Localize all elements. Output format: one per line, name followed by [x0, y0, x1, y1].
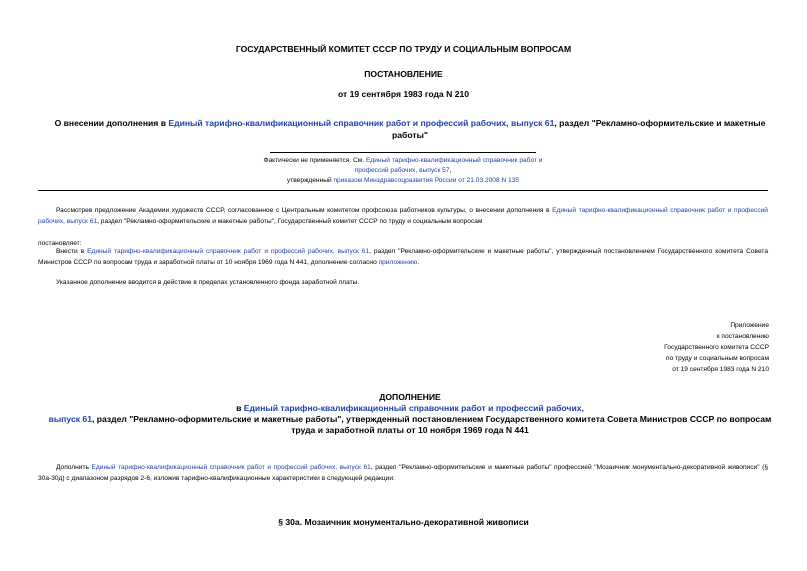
applicability-note: [250, 156, 556, 186]
appendix-block: [664, 320, 769, 375]
p5-suffix: , раздел "Рекламно-оформительские и макетные работы" профессией "Мозаичник монументально-декоративной живописи" (§ 30а-30д) с диапазоном разрядов 2-6, изложив тарифно-квалификационные характеристики в следующей редакции:: [38, 464, 769, 482]
p3-etks-link[interactable]: Единый тарифно-квалификационный справочник работ и профессий рабочих, выпуск 61: [87, 248, 370, 255]
p1-etks-link[interactable]: Единый тарифно-квалификационный справочник работ и профессий рабочих, выпуск 61: [38, 207, 768, 225]
note-line1-suffix: ,: [449, 167, 452, 174]
addition-heading: ДОПОЛНЕНИЕ: [379, 392, 441, 402]
p1-prefix: Рассмотрев предложение Академии художеств СССР, согласованное с Центральным комитетом профсоюза работников культуры, о внесении дополнения в: [56, 207, 553, 214]
appendix-line: Государственного комитета СССР: [664, 344, 769, 351]
p1-suffix: , раздел "Рекламно-оформительские и макетные работы", Государственный комитет СССР по труду и социальным вопросам: [97, 217, 483, 225]
note-order-link[interactable]: приказом Минздравсоцразвития России от 21.03.2008 N 135: [333, 177, 520, 184]
addition-l1-prefix: в: [236, 403, 244, 413]
p3-appendix-link[interactable]: приложению: [378, 258, 418, 266]
section-title: § 30а. Мозаичник монументально-декоративной живописи: [278, 517, 529, 527]
p3-suffix: .: [417, 258, 420, 266]
note-line1-prefix: Фактически не применяется. См.: [263, 157, 366, 164]
paragraph-resolves: постановляет:: [38, 240, 82, 247]
p5-etks-link[interactable]: Единый тарифно-квалификационный справочник работ и профессий рабочих, выпуск 61: [91, 464, 371, 471]
note-line2-prefix: утвержденный: [286, 177, 334, 184]
p5-prefix: Дополнить: [56, 464, 92, 471]
addition-line3: труда и заработной платы от 10 ноября 1969 года N 441: [291, 425, 529, 435]
appendix-line: к постановлению: [716, 333, 769, 340]
title-prefix: О внесении дополнения в: [54, 118, 169, 128]
note-etks57-link[interactable]: Единый тарифно-квалификационный справочник работ и профессий рабочих, выпуск 57: [354, 157, 543, 174]
date-number-heading: от 19 сентября 1983 года N 210: [337, 89, 470, 99]
paragraph-preamble: [38, 206, 768, 227]
note-divider: [270, 152, 536, 153]
addition-heading-block: [40, 392, 780, 436]
paragraph-resolution: [38, 247, 768, 268]
addition-l2-suffix: , раздел "Рекламно-оформительские и макетные работы", утвержденный постановлением Государственного комитета Совета Министров СССР по вопросам: [91, 414, 772, 424]
paragraph-effect: Указанное дополнение вводится в действие в пределах установленного фонда заработной платы.: [56, 279, 360, 286]
p3-prefix: Внести в: [56, 248, 88, 255]
appendix-line: от 19 сентября 1983 года N 210: [672, 366, 769, 373]
committee-heading: ГОСУДАРСТВЕННЫЙ КОМИТЕТ СССР ПО ТРУДУ И СОЦИАЛЬНЫМ ВОПРОСАМ: [235, 44, 572, 54]
paragraph-addition: [38, 463, 768, 484]
title-etks-link[interactable]: Единый тарифно-квалификационный справочник работ и профессий рабочих, выпуск 61: [168, 118, 555, 128]
addition-etks-link[interactable]: Единый тарифно-квалификационный справочник работ и профессий рабочих,: [243, 403, 584, 413]
appendix-line: Приложение: [730, 322, 769, 329]
appendix-line: по труду и социальным вопросам: [666, 355, 769, 362]
addition-line2: [40, 414, 780, 425]
section-divider: [38, 190, 768, 191]
document-title: [40, 117, 780, 141]
doc-type-heading: ПОСТАНОВЛЕНИЕ: [364, 69, 443, 79]
p3-middle: , раздел "Рекламно-оформительские и макетные работы", утвержденный постановлением Государственного комитета Совета Министров СССР по вопросам труда и заработной платы от 10 ноября 1969 года N 441, дополнение согласно: [38, 248, 769, 266]
addition-issue-link[interactable]: выпуск 61: [48, 414, 92, 424]
addition-line1: [40, 403, 780, 414]
title-suffix: , раздел "Рекламно-оформительские и макетные работы": [392, 118, 766, 140]
